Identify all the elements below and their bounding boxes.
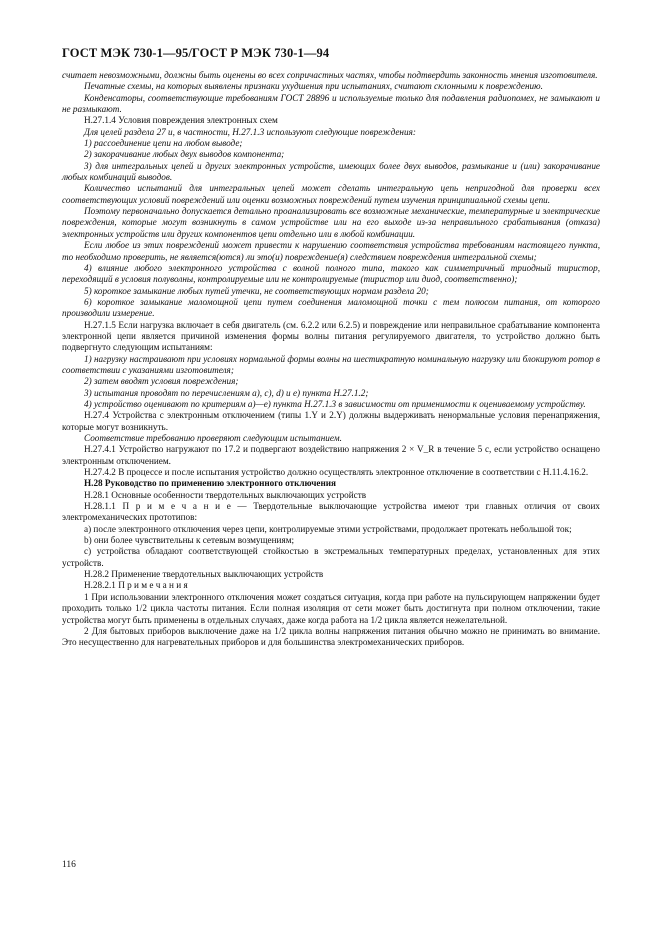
- paragraph: 2) закорачивание любых двух выводов компонента;: [84, 149, 285, 160]
- paragraph: Н.27.1.4 Условия повреждения электронных схем: [84, 115, 278, 126]
- paragraph: Н.28.2.1 П р и м е ч а н и я: [84, 580, 188, 591]
- paragraph: 1 При использовании электронного отключения может создаться ситуация, когда при работе на пульсирующем напряжении будет проходить только 1/2 цикла частоты питания. Если полная изоляция от сети может быть достигнута при полном отключении, такие устройства могут быть применены в отдельных случаях, даже когда работа на 1/2 цикла является нежелательной.: [62, 591, 600, 625]
- page-number: 116: [62, 860, 76, 870]
- paragraph: 1) нагрузку настраивают при условиях нормальной формы волны на шестикратную номинальную нагрузку или блокируют ротор в соответствии с указаниями изготовителя;: [62, 353, 600, 375]
- paragraph: Н.27.4.1 Устройство нагружают по 17.2 и подвергают воздействию напряжения 2 × V_R в течение 5 с, если устройство оснащено электронным отключением.: [62, 444, 600, 466]
- document-body: [62, 70, 600, 649]
- paragraph: 4) влияние любого электронного устройства с волной полного типа, такого как симметричный триодный тиристор, переходящий в условия полуволны, контролируемые или не контролируемые (тиристор или диод, соответственно);: [62, 262, 600, 285]
- paragraph: Соответствие требованию проверяют следующим испытанием.: [84, 433, 342, 443]
- paragraph: а) после электронного отключения через цепи, контролируемые этими устройствами, продолжает протекать небольшой ток;: [84, 523, 572, 534]
- paragraph: 1) рассоединение цепи на любом выводе;: [84, 138, 243, 149]
- paragraph: Н.28.1.1 П р и м е ч а н и е — Твердотельные выключающие устройства имеют три главных отличия от своих электромеханических прототипов:: [62, 501, 600, 523]
- paragraph: Н.27.4 Устройства с электронным отключением (типы 1.Y и 2.Y) должны выдерживать ненормальные условия перенапряжения, которые могут возникнуть.: [62, 410, 600, 432]
- paragraph: Конденсаторы, соответствующие требованиям ГОСТ 28896 и используемые только для подавления радиопомех, не замыкают и не размыкают.: [62, 92, 600, 115]
- page-header: ГОСТ МЭК 730-1—95/ГОСТ Р МЭК 730-1—94: [62, 46, 330, 60]
- paragraph: считает невозможными, должны быть оценены во всех сопричастных частях, чтобы подтвердить законность мнения изготовителя.: [62, 70, 598, 80]
- paragraph: b) они более чувствительны к сетевым возмущениям;: [84, 535, 295, 546]
- paragraph: 5) короткое замыкание любых путей утечки, не соответствующих нормам раздела 20;: [84, 285, 429, 296]
- paragraph: 3) испытания проводят по перечислениям а), с), d) и е) пункта Н.27.1.2;: [84, 387, 369, 398]
- paragraph: Н.28.1 Основные особенности твердотельных выключающих устройств: [84, 489, 367, 500]
- paragraph: Н.27.4.2 В процессе и после испытания устройство должно осуществлять электронное отключение в соответствии с Н.11.4.16.2.: [84, 467, 589, 478]
- paragraph: Если любое из этих повреждений может привести к нарушению соответствия устройства требованиям настоящего пункта, то необходимо проверить, не является(ются) ли это(и) повреждение(я) следствием повреждения интегральной схемы;: [62, 240, 600, 262]
- paragraph: Н.28 Руководство по применению электронного отключения: [84, 478, 337, 489]
- paragraph: 3) для интегральных цепей и других электронных устройств, имеющих более двух выводов, размыкание и (или) закорачивание любых комбинаций выводов.: [62, 160, 600, 183]
- paragraph: 4) устройство оценивают по критериям а)—е) пункта Н.27.1.3 в зависимости от применимости к оцениваемому устройству.: [84, 398, 586, 409]
- paragraph: с) устройства обладают соответствующей стойкостью в экстремальных температурных пределах, установленных для этих устройств.: [62, 546, 600, 568]
- paragraph: Количество испытаний для интегральных цепей может сделать интегральную цепь непригодной для проверки всех соответствующих условий повреждений или оценки возможных повреждений путем изучения принципиальной схемы цепи.: [62, 183, 600, 205]
- paragraph: 2) затем вводят условия повреждения;: [84, 376, 239, 387]
- paragraph: Поэтому первоначально допускается детально проанализировать все возможные механические, температурные и электрические повреждения, которые могут возникнуть в самом устройстве или на его выходе из-за неправильного срабатывания (отказа) электронных устройств или других компонентов цепи отдельно или в любой комбинации.: [62, 206, 600, 239]
- paragraph: Печатные схемы, на которых выявлены признаки ухудшения при испытаниях, считают склонными к повреждению.: [84, 81, 543, 92]
- paragraph: 2 Для бытовых приборов выключение даже на 1/2 цикла волны напряжения питания обычно можно не принимать во внимание. Это несущественно для нагревательных приборов и для большинства электромеханических приборов.: [62, 625, 600, 648]
- paragraph: Для целей раздела 27 и, в частности, Н.27.1.3 используют следующие повреждения:: [84, 126, 416, 137]
- paragraph: Н.27.1.5 Если нагрузка включает в себя двигатель (см. 6.2.2 или 6.2.5) и повреждение или неправильное срабатывание компонента электронной цепи является причиной изменения формы волны питания регулируемого двигателя, то устройство должно быть подвергнуто следующим испытаниям:: [62, 319, 600, 353]
- paragraph: Н.28.2 Применение твердотельных выключающих устройств: [84, 569, 324, 580]
- paragraph: 6) короткое замыкание маломощной цепи путем соединения маломощной точки с тем полюсом питания, от которого производили измерение.: [62, 296, 600, 319]
